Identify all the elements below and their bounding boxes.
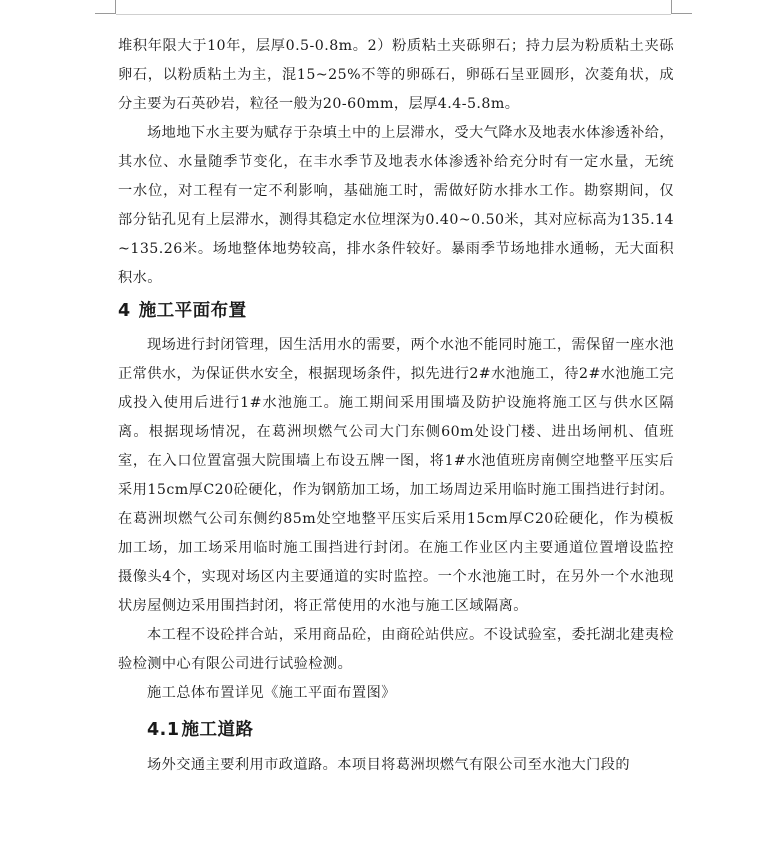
section-heading [118,298,674,324]
header-margin-mark-left [95,0,116,14]
subsection-heading [147,717,674,743]
subsection-number: 4.1 [147,720,180,740]
body-paragraph: 现场进行封闭管理，因生活用水的需要，两个水池不能同时施工，需保留一座水池正常供水，为保证供水安全，根据现场条件，拟先进行2#水池施工，待2#水池施工完成投入使用后进行1#水池施工。施工期间采用围墙及防护设施将施工区与供水区隔离。根据现场情况，在葛洲坝燃气公司大门东侧60m处设门楼、进出场闸机、值班室，在入口位置富强大院围墙上布设五牌一图，将1#水池值班房南侧空地整平压实后采用15cm厚C20砼硬化，作为钢筋加工场，加工场周边采用临时施工围挡进行封闭。在葛洲坝燃气公司东侧约85m处空地整平压实后采用15cm厚C20砼硬化，作为模板加工场，加工场采用临时施工围挡进行封闭。在施工作业区内主要通道位置增设监控摄像头4个，实现对场区内主要通道的实时监控。一个水池施工时，在另外一个水池现状房屋侧边采用围挡封闭，将正常使用的水池与施工区域隔离。 [118,337,674,614]
body-paragraph: 本工程不设砼拌合站，采用商品砼，由商砼站供应。不设试验室，委托湖北建夷检验检测中心有限公司进行试验检测。 [118,627,674,672]
section-title: 施工平面布置 [138,301,247,321]
header-rule [116,14,671,15]
document-body [118,32,674,780]
body-paragraph: 场外交通主要利用市政道路。本项目将葛洲坝燃气有限公司至水池大门段的 [147,757,631,773]
section-number: 4 [118,301,131,321]
body-paragraph: 场地地下水主要为赋存于杂填土中的上层滞水，受大气降水及地表水体渗透补给，其水位、水量随季节变化，在丰水季节及地表水体渗透补给充分时有一定水量，无统一水位，对工程有一定不利影响，基础施工时，需做好防水排水工作。勘察期间，仅部分钻孔见有上层滞水，测得其稳定水位埋深为0.40~0.50米，其对应标高为135.14~135.26米。场地整体地势较高，排水条件较好。暴雨季节场地排水通畅，无大面积积水。 [118,125,674,286]
body-paragraph: 堆积年限大于10年，层厚0.5-0.8m。2）粉质粘土夹砾卵石；持力层为粉质粘土夹砾卵石，以粉质粘土为主，混15~25%不等的卵砾石，卵砾石呈亚圆形，次菱角状，成分主要为石英砂岩，粒径一般为20-60mm，层厚4.4-5.8m。 [118,38,674,112]
subsection-title: 施工道路 [181,720,254,740]
header-margin-mark-right [671,0,692,14]
body-paragraph: 施工总体布置详见《施工平面布置图》 [147,685,396,701]
